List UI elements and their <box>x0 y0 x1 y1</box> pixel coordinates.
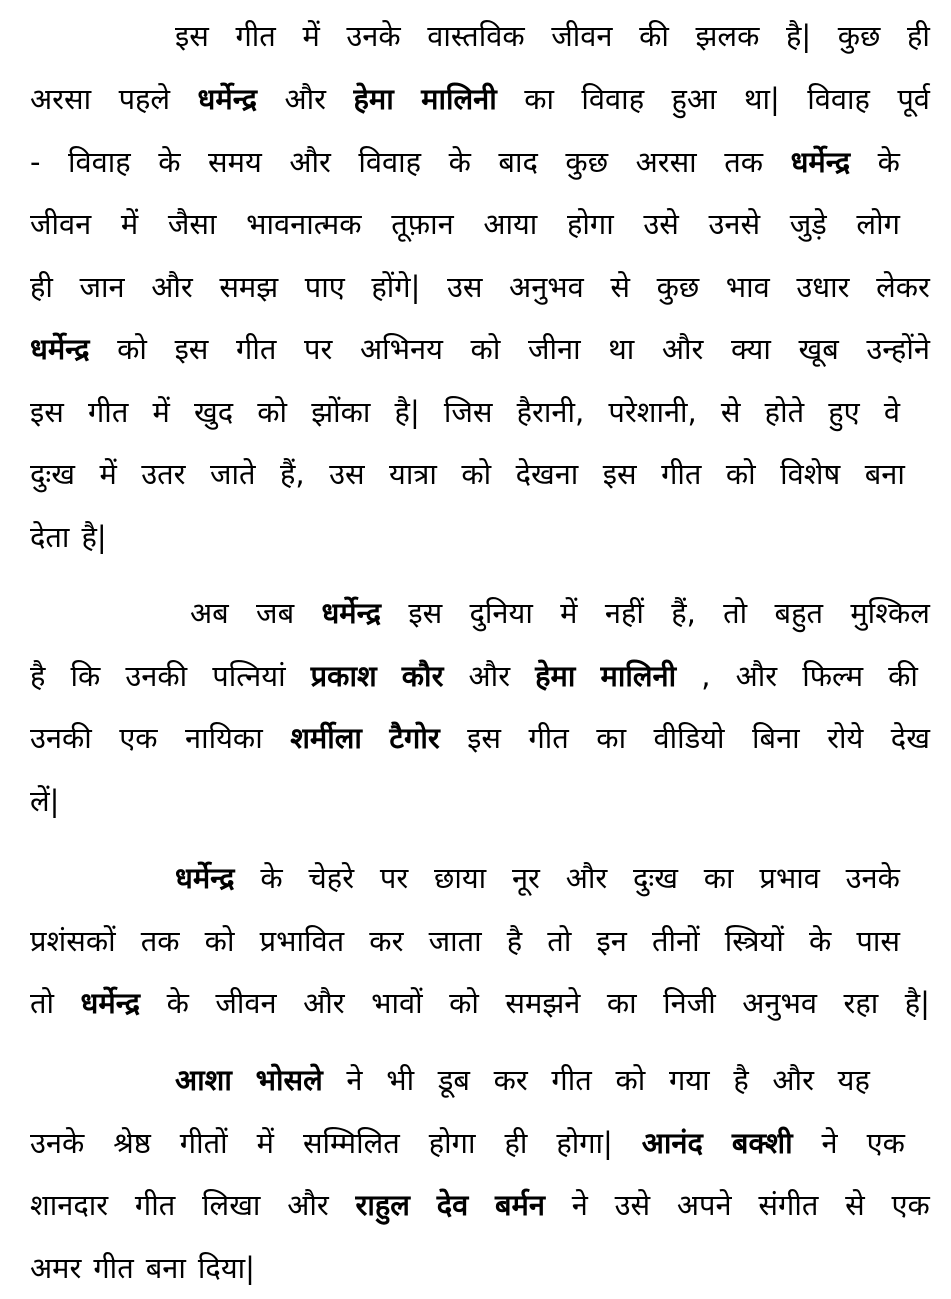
word: को <box>461 457 492 491</box>
word: है| <box>81 520 107 554</box>
text-line <box>175 5 930 67</box>
word: यात्रा <box>389 457 437 491</box>
word: इस <box>175 19 209 53</box>
word: वे <box>883 395 900 429</box>
word: अब <box>190 596 229 630</box>
word: पर <box>379 861 409 895</box>
word: की <box>888 659 918 693</box>
word: और <box>661 332 704 366</box>
word: नहीं <box>604 596 644 630</box>
text-line <box>30 131 900 193</box>
word: फिल्म <box>802 659 864 693</box>
word: के <box>158 145 181 179</box>
word: उनकी <box>125 659 188 693</box>
word: - <box>30 145 41 179</box>
word: से <box>720 395 741 429</box>
word: अपने <box>676 1188 732 1222</box>
word: इस <box>174 332 209 366</box>
word: के <box>877 145 900 179</box>
word: विशेष <box>780 457 841 491</box>
text-line <box>30 645 918 707</box>
word: है <box>506 924 523 958</box>
word: अभिनय <box>359 332 443 366</box>
bold-name-word: हेमा <box>353 82 394 116</box>
word: अनुभव <box>742 986 818 1020</box>
bold-name-word: बक्शी <box>731 1126 793 1160</box>
word: तो <box>30 986 55 1020</box>
word: नूर <box>511 861 540 895</box>
word: का <box>606 986 637 1020</box>
text-line <box>190 582 930 644</box>
text-line <box>30 1174 930 1236</box>
word: कर <box>369 924 404 958</box>
word: का <box>596 721 627 755</box>
word: देता <box>30 520 70 554</box>
word: एक <box>891 1188 930 1222</box>
word: और <box>468 659 511 693</box>
word: और <box>772 1063 814 1097</box>
word: दुःख <box>633 861 678 895</box>
word: को <box>470 332 501 366</box>
text-line <box>30 256 930 318</box>
text-line <box>30 506 930 568</box>
word: इस <box>408 596 443 630</box>
text-line <box>30 318 930 380</box>
word: होगा <box>566 207 614 241</box>
word: कुछ <box>656 270 700 304</box>
word: गीत <box>236 332 277 366</box>
word: रोये <box>827 721 864 755</box>
word: दिया| <box>197 1251 255 1285</box>
word: प्रशंसकों <box>30 924 116 958</box>
text-line <box>30 770 930 832</box>
bold-name-word: मालिनी <box>600 659 677 693</box>
word: को <box>117 332 147 366</box>
word: बहुत <box>774 596 824 630</box>
word: इन <box>596 924 627 958</box>
word: का <box>703 861 734 895</box>
bold-name-word: धर्मेन्द्र <box>30 332 90 366</box>
bold-name-word: बर्मन <box>494 1188 545 1222</box>
word: ने <box>821 1126 838 1160</box>
word: को <box>615 1063 646 1097</box>
word: उसे <box>614 1188 651 1222</box>
word: , <box>701 659 711 693</box>
word: जिस <box>443 395 493 429</box>
word: चेहरे <box>308 861 355 895</box>
word: श्रेष्ठ <box>113 1126 151 1160</box>
word: कुछ <box>837 19 881 53</box>
word: जीवन <box>30 207 92 241</box>
word: और <box>151 270 193 304</box>
text-line <box>30 1237 930 1299</box>
word: विवाह <box>68 145 131 179</box>
bold-name-word: हेमा <box>535 659 576 693</box>
word: झलक <box>695 19 760 53</box>
word: जुड़े <box>789 207 827 241</box>
word: उतर <box>141 457 186 491</box>
word: उनकी <box>30 721 92 755</box>
word: अरसा <box>635 145 697 179</box>
word: समझ <box>219 270 279 304</box>
word: समझने <box>505 986 581 1020</box>
word: परेशानी, <box>608 395 697 429</box>
word: और <box>565 861 608 895</box>
word: गीतों <box>179 1126 228 1160</box>
word: में <box>560 596 578 630</box>
word: जीवन <box>215 986 277 1020</box>
word: था| <box>743 82 780 116</box>
word: जीना <box>527 332 581 366</box>
word: की <box>639 19 669 53</box>
word: उन्होंने <box>866 332 930 366</box>
word: है| <box>904 986 930 1020</box>
word: में <box>256 1126 274 1160</box>
word: जब <box>256 596 295 630</box>
word: है <box>30 659 46 693</box>
word: उनके <box>845 861 900 895</box>
bold-name-word: धर्मेन्द्र <box>80 986 141 1020</box>
word: भी <box>386 1063 415 1097</box>
word: प्रभाव <box>759 861 820 895</box>
word: नायिका <box>185 721 263 755</box>
word: बना <box>145 1251 186 1285</box>
word: पत्नियां <box>212 659 286 693</box>
word: गीत <box>134 1188 176 1222</box>
bold-name-word: धर्मेन्द्र <box>175 861 235 895</box>
text-line <box>175 1049 870 1111</box>
word: उसे <box>643 207 679 241</box>
word: गीत <box>93 1251 134 1285</box>
word: में <box>120 207 139 241</box>
word: संगीत <box>758 1188 819 1222</box>
bold-name-word: धर्मेन्द्र <box>790 145 851 179</box>
word: वास्तविक <box>427 19 525 53</box>
word: होगा| <box>556 1126 613 1160</box>
word: होते <box>764 395 805 429</box>
word: है <box>733 1063 749 1097</box>
text-line <box>30 972 930 1034</box>
word: स्त्रियों <box>724 924 784 958</box>
word: गीत <box>551 1063 592 1097</box>
word: होंगे| <box>371 270 421 304</box>
word: एक <box>866 1126 905 1160</box>
word: हैं, <box>280 457 305 491</box>
word: हैं, <box>671 596 696 630</box>
bold-name-word: धर्मेन्द्र <box>321 596 381 630</box>
word: गया <box>668 1063 710 1097</box>
word: को <box>449 986 479 1020</box>
text-line <box>30 910 900 972</box>
word: पहले <box>118 82 171 116</box>
word: के <box>448 145 471 179</box>
word: बना <box>864 457 905 491</box>
word: दुःख <box>30 457 75 491</box>
word: था <box>608 332 635 366</box>
bold-name-word: शर्मीला <box>290 721 362 755</box>
word: जान <box>79 270 125 304</box>
bold-name-word: प्रकाश <box>310 659 377 693</box>
word: लिखा <box>202 1188 261 1222</box>
word: हैरानी, <box>516 395 585 429</box>
word: होगा <box>428 1126 476 1160</box>
word: तक <box>140 924 180 958</box>
word: गीत <box>235 19 276 53</box>
text-line <box>30 381 900 443</box>
text-line <box>175 847 900 909</box>
word: विवाह <box>807 82 870 116</box>
word: भाव <box>725 270 770 304</box>
word: और <box>735 659 778 693</box>
word: जैसा <box>167 207 217 241</box>
word: छाया <box>433 861 487 895</box>
text-line <box>30 68 930 130</box>
word: बाद <box>498 145 538 179</box>
word: में <box>152 395 170 429</box>
word: के <box>260 861 283 895</box>
word: उनके <box>346 19 401 53</box>
word: को <box>725 457 756 491</box>
word: से <box>845 1188 865 1222</box>
word: हुए <box>828 395 860 429</box>
text-line <box>30 1112 905 1174</box>
word: है| <box>394 395 420 429</box>
word: में <box>302 19 320 53</box>
word: के <box>808 924 832 958</box>
word: लें| <box>30 784 60 818</box>
word: अमर <box>30 1251 82 1285</box>
word: में <box>99 457 117 491</box>
text-line <box>30 193 900 255</box>
word: वीडियो <box>653 721 725 755</box>
word: पूर्व <box>897 82 930 116</box>
word: प्रभावित <box>259 924 345 958</box>
bold-name-word: आनंद <box>641 1126 703 1160</box>
word: सम्मिलित <box>302 1126 400 1160</box>
word: पाए <box>304 270 345 304</box>
word: उनसे <box>708 207 761 241</box>
word: इस <box>602 457 637 491</box>
text-line <box>30 707 930 769</box>
word: झोंका <box>311 395 371 429</box>
word: गीत <box>87 395 129 429</box>
word: को <box>257 395 288 429</box>
word: और <box>287 1188 329 1222</box>
word: पर <box>304 332 333 366</box>
bold-name-word: मालिनी <box>421 82 497 116</box>
word: खूब <box>798 332 839 366</box>
word: समय <box>208 145 262 179</box>
word: कि <box>70 659 101 693</box>
word: जाते <box>209 457 256 491</box>
word: गीत <box>528 721 569 755</box>
word: ही <box>504 1126 528 1160</box>
word: और <box>289 145 331 179</box>
bold-name-word: राहुल <box>355 1188 410 1222</box>
word: ने <box>571 1188 588 1222</box>
word: जाता <box>428 924 482 958</box>
word: और <box>303 986 345 1020</box>
word: उस <box>446 270 483 304</box>
word: एक <box>119 721 158 755</box>
word: उस <box>329 457 365 491</box>
word: आया <box>483 207 538 241</box>
word: रहा <box>843 986 879 1020</box>
text-line <box>30 443 905 505</box>
word: तक <box>724 145 764 179</box>
word: निजी <box>663 986 716 1020</box>
word: देख <box>890 721 930 755</box>
word: है| <box>785 19 812 53</box>
word: लेकर <box>876 270 930 304</box>
word: उनके <box>30 1126 85 1160</box>
word: से <box>610 270 630 304</box>
word: शानदार <box>30 1188 109 1222</box>
word: और <box>284 82 327 116</box>
word: ही <box>30 270 53 304</box>
word: ने <box>346 1063 363 1097</box>
word: के <box>166 986 189 1020</box>
word: तीनों <box>651 924 700 958</box>
word: गीत <box>661 457 702 491</box>
bold-name-word: कौर <box>401 659 444 693</box>
word: ही <box>906 19 930 53</box>
word: देखना <box>515 457 579 491</box>
word: कर <box>493 1063 528 1097</box>
word: पास <box>856 924 900 958</box>
word: जीवन <box>551 19 613 53</box>
word: तूफ़ान <box>391 207 454 241</box>
bold-name-word: आशा <box>175 1063 232 1097</box>
word: मुश्किल <box>850 596 930 630</box>
bold-name-word: भोसले <box>255 1063 323 1097</box>
word: लोग <box>856 207 900 241</box>
bold-name-word: धर्मेन्द्र <box>197 82 258 116</box>
word: तो <box>547 924 572 958</box>
word: खुद <box>193 395 234 429</box>
bold-name-word: देव <box>436 1188 469 1222</box>
word: को <box>204 924 235 958</box>
word: कुछ <box>565 145 609 179</box>
word: दुनिया <box>469 596 533 630</box>
word: इस <box>30 395 64 429</box>
word: भावनात्मक <box>246 207 362 241</box>
word: तो <box>723 596 748 630</box>
word: अनुभव <box>509 270 584 304</box>
word: विवाह <box>581 82 645 116</box>
word: बिना <box>752 721 800 755</box>
word: हुआ <box>671 82 717 116</box>
word: डूब <box>437 1063 470 1097</box>
word: अरसा <box>30 82 92 116</box>
word: विवाह <box>358 145 422 179</box>
word: इस <box>467 721 502 755</box>
word: का <box>524 82 554 116</box>
word: क्या <box>731 332 771 366</box>
word: उधार <box>796 270 850 304</box>
word: भावों <box>371 986 423 1020</box>
bold-name-word: टैगोर <box>389 721 440 755</box>
word: यह <box>837 1063 870 1097</box>
